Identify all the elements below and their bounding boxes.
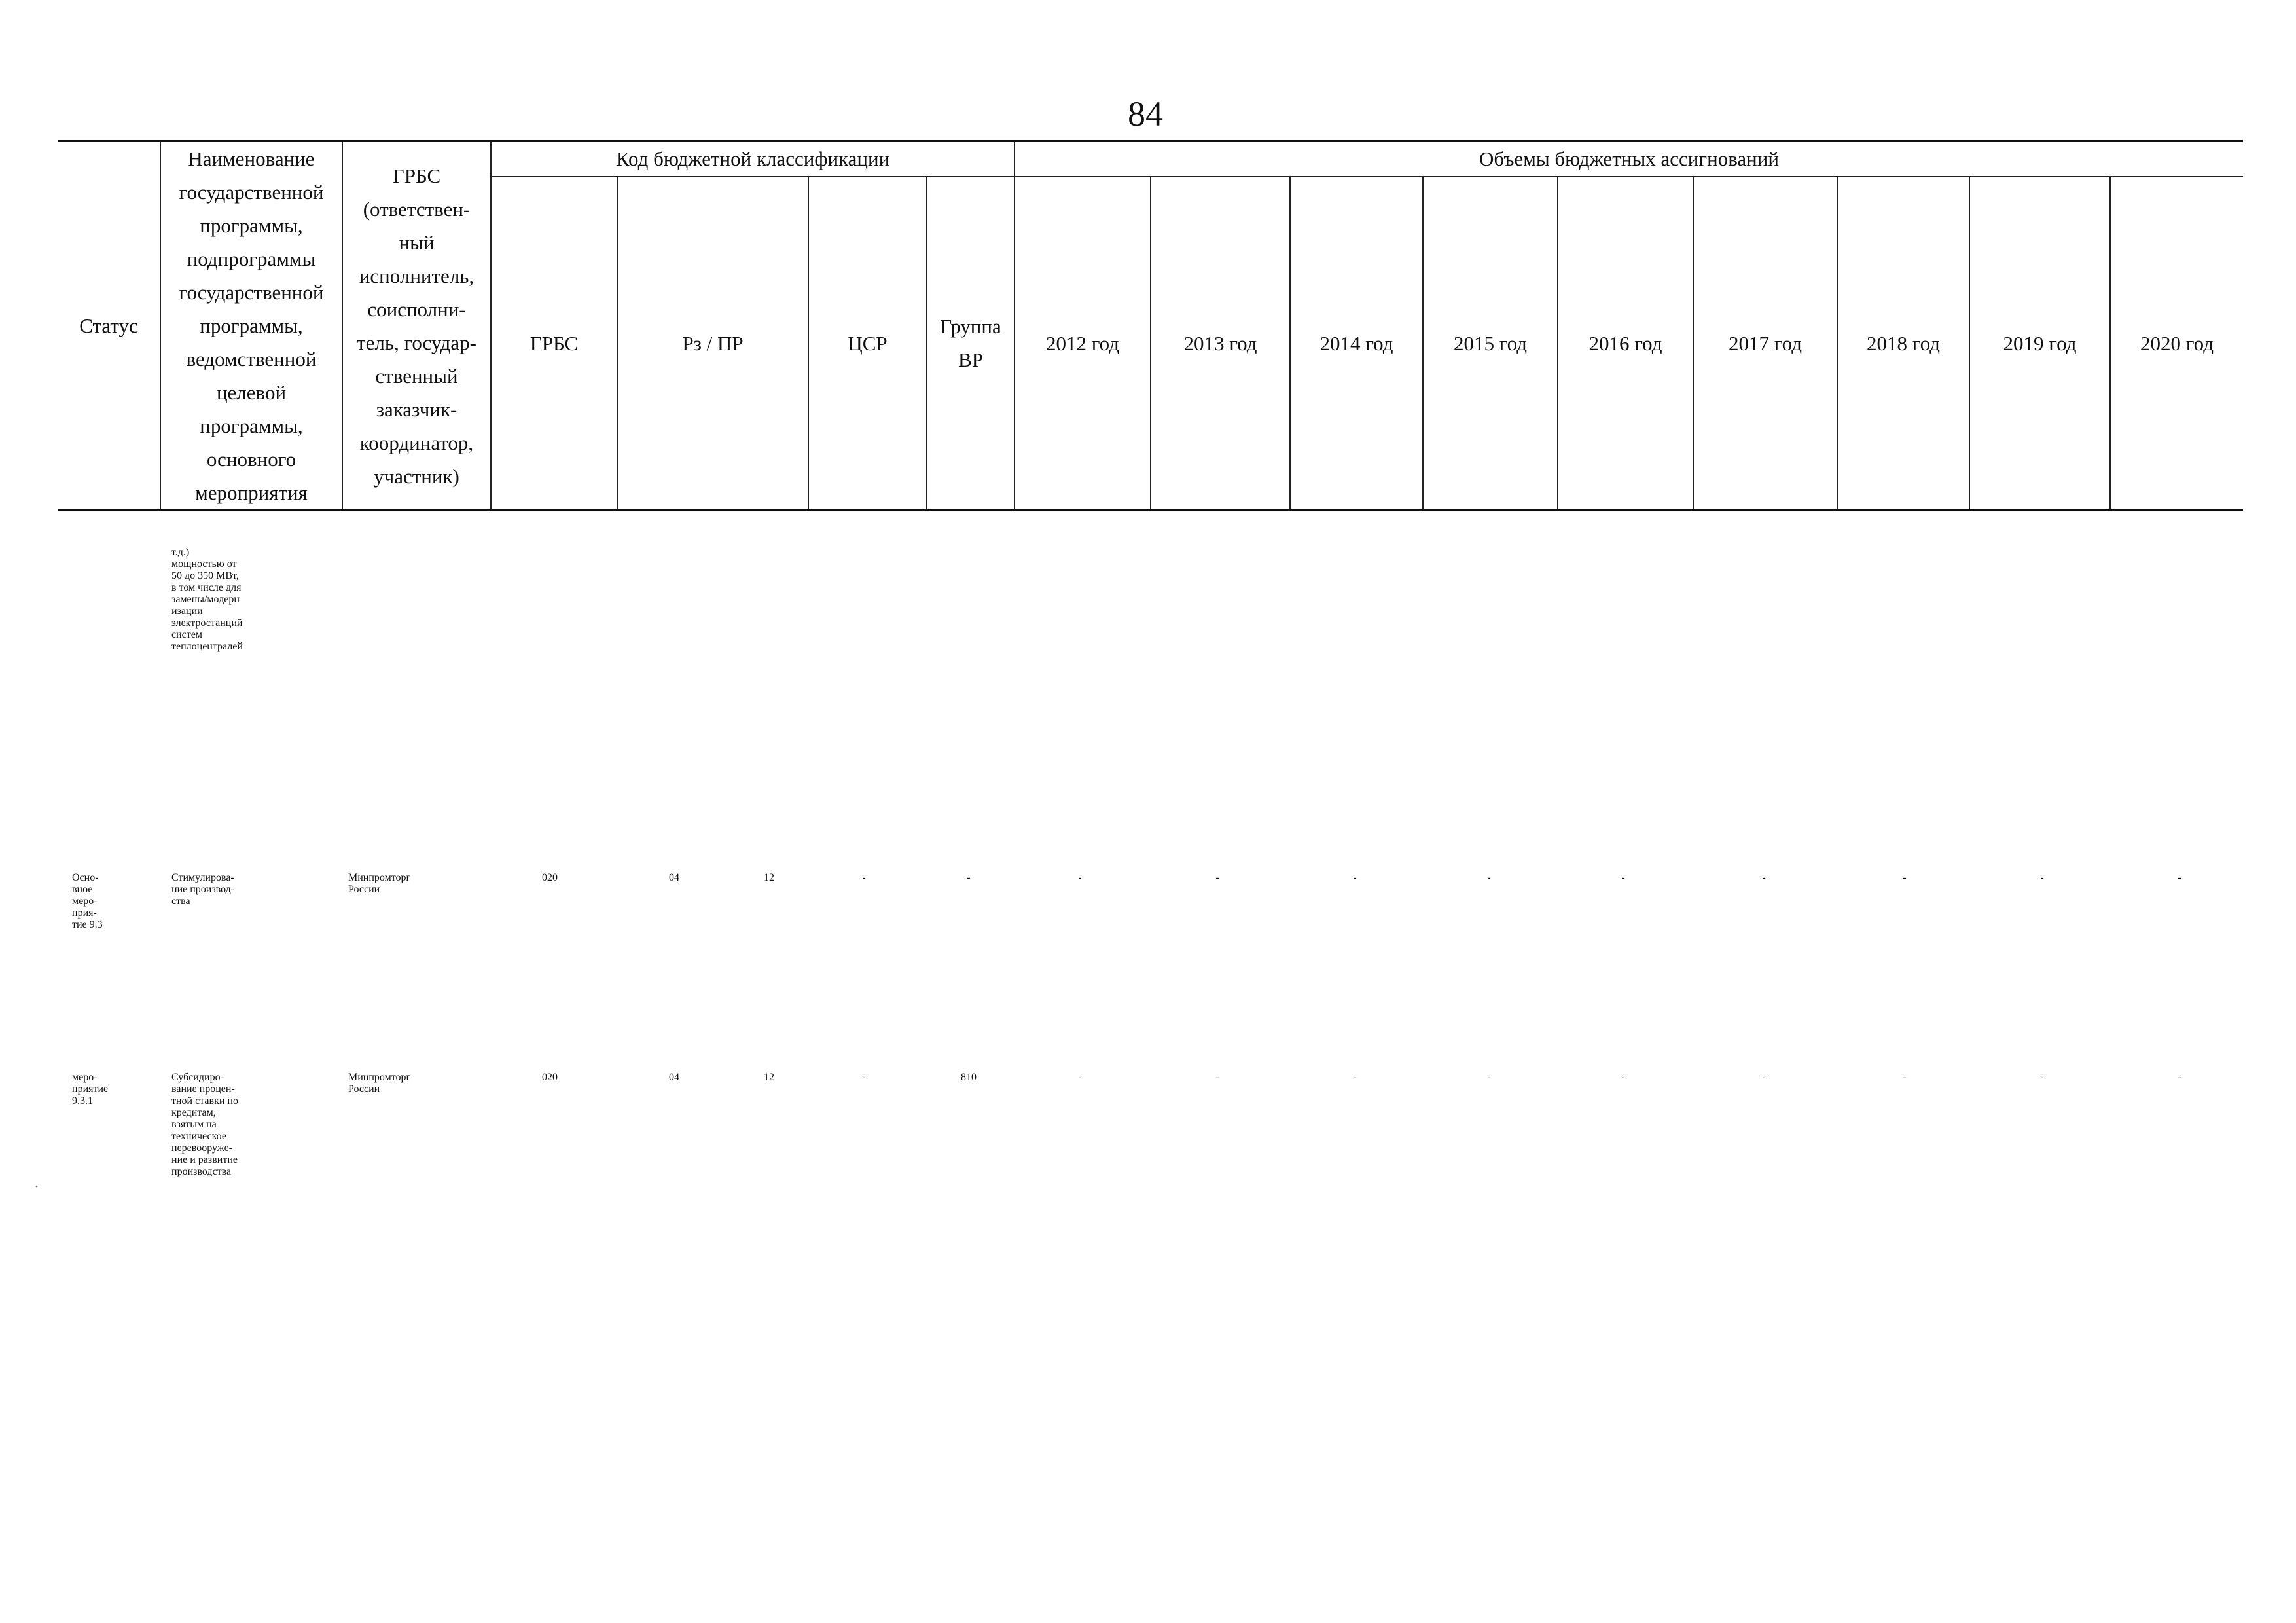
header-csr: ЦСР — [808, 177, 927, 511]
row-name: Стимулирова- ние производ- ства — [171, 872, 235, 907]
row-vr: 810 — [961, 1072, 977, 1083]
continuation-text: т.д.) мощностью от 50 до 350 МВт, в том числе для замены/модерн изации электростанций систем теплоцентралей — [171, 547, 243, 652]
header-year-2020: 2020 год — [2110, 177, 2243, 511]
header-year-2016: 2016 год — [1558, 177, 1693, 511]
row-rz: 04 — [669, 1072, 679, 1083]
row-pr: 12 — [764, 872, 774, 883]
row-year-2016: - — [1621, 872, 1625, 883]
row-year-2017: - — [1762, 872, 1766, 883]
header-volumes-group: Объемы бюджетных ассигнований — [1014, 141, 2243, 177]
row-year-2015: - — [1487, 1072, 1491, 1083]
scan-mark: · — [34, 1178, 39, 1195]
header-program-name: Наименование государственной программы, подпрограммы государственной программы, ведомственной целевой программы, основного мероприятия — [160, 141, 342, 511]
row-rz: 04 — [669, 872, 679, 883]
row-year-2020: - — [2178, 872, 2181, 883]
row-year-2020: - — [2178, 1072, 2181, 1083]
header-year-2015: 2015 год — [1423, 177, 1558, 511]
header-budget-code-group: Код бюджетной классификации — [491, 141, 1014, 177]
row-year-2013: - — [1215, 1072, 1219, 1083]
header-year-2017: 2017 год — [1693, 177, 1837, 511]
row-year-2013: - — [1215, 872, 1219, 883]
header-year-2019: 2019 год — [1969, 177, 2110, 511]
row-vr: - — [967, 872, 971, 883]
row-status: Осно- вное меро- прия- тие 9.3 — [72, 872, 103, 930]
header-year-2013: 2013 год — [1151, 177, 1290, 511]
header-rz-pr: Рз / ПР — [617, 177, 808, 511]
table-header — [58, 140, 2243, 511]
header-vr-group: Группа ВР — [927, 177, 1014, 511]
row-year-2015: - — [1487, 872, 1491, 883]
row-grbs-role: Минпромторг России — [348, 1072, 411, 1095]
row-year-2018: - — [1903, 872, 1907, 883]
header-status: Статус — [58, 141, 160, 511]
row-grbs: 020 — [542, 872, 558, 883]
header-grbs: ГРБС — [491, 177, 617, 511]
row-name: Субсидиро- вание процен- тной ставки по кредитам, взятым на техническое перевооруже- ние и развитие производства — [171, 1072, 238, 1177]
header-grbs-role: ГРБС (ответствен- ный исполнитель, соисполни- тель, государ- ственный заказчик- координатор, участник) — [342, 141, 491, 511]
header-year-2012: 2012 год — [1014, 177, 1151, 511]
row-year-2014: - — [1353, 872, 1357, 883]
row-year-2012: - — [1078, 1072, 1082, 1083]
row-pr: 12 — [764, 1072, 774, 1083]
row-year-2019: - — [2040, 872, 2044, 883]
row-year-2019: - — [2040, 1072, 2044, 1083]
row-year-2018: - — [1903, 1072, 1907, 1083]
row-year-2012: - — [1078, 872, 1082, 883]
row-status: меро- приятие 9.3.1 — [72, 1072, 109, 1106]
row-year-2016: - — [1621, 1072, 1625, 1083]
row-year-2014: - — [1353, 1072, 1357, 1083]
row-csr: - — [862, 1072, 866, 1083]
row-csr: - — [862, 872, 866, 883]
header-year-2018: 2018 год — [1837, 177, 1969, 511]
row-grbs-role: Минпромторг России — [348, 872, 411, 895]
header-year-2014: 2014 год — [1290, 177, 1423, 511]
row-year-2017: - — [1762, 1072, 1766, 1083]
row-grbs: 020 — [542, 1072, 558, 1083]
page-number: 84 — [1128, 94, 1163, 134]
